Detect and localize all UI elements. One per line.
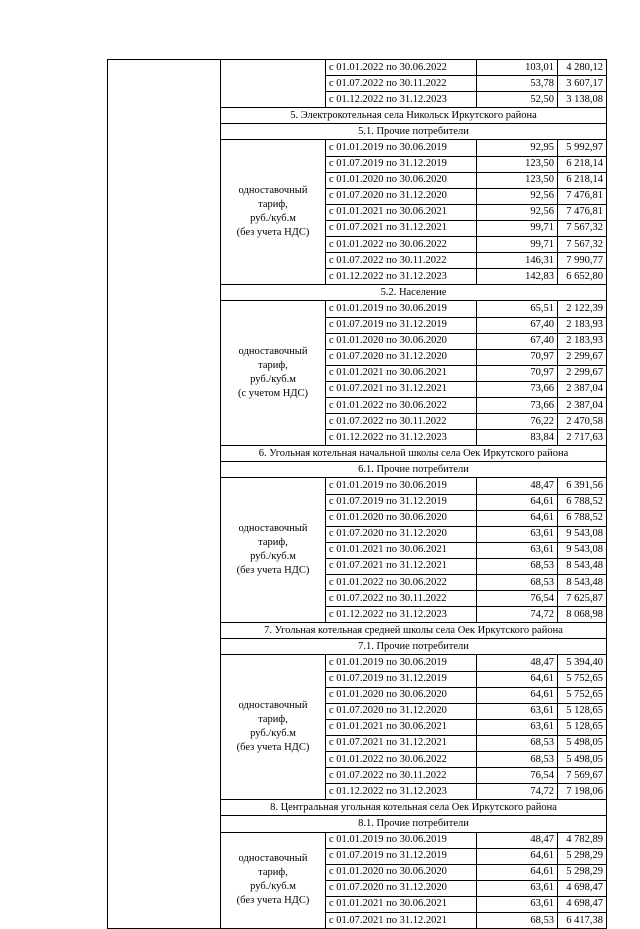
rate-cell: 53,78 — [477, 76, 558, 92]
tariff-value-cell: 2 183,93 — [558, 317, 607, 333]
tariff-value-cell: 3 607,17 — [558, 76, 607, 92]
tariff-value-cell: 7 990,77 — [558, 253, 607, 269]
period-cell: с 01.07.2022 по 30.11.2022 — [326, 414, 477, 430]
period-cell: с 01.01.2019 по 30.06.2019 — [326, 140, 477, 156]
tariff-value-cell: 2 717,63 — [558, 430, 607, 446]
tariff-value-cell: 6 652,80 — [558, 269, 607, 285]
tariff-value-cell: 2 299,67 — [558, 365, 607, 381]
tariff-type-cell — [221, 655, 326, 800]
tariff-value-cell: 5 128,65 — [558, 703, 607, 719]
section-header: 7.1. Прочие потребители — [221, 639, 607, 655]
period-cell: с 01.01.2020 по 30.06.2020 — [326, 333, 477, 349]
rate-cell: 68,53 — [477, 752, 558, 768]
section-header: 6.1. Прочие потребители — [221, 462, 607, 478]
rate-cell: 48,47 — [477, 655, 558, 671]
rate-cell: 74,72 — [477, 607, 558, 623]
tariff-value-cell: 7 476,81 — [558, 204, 607, 220]
tariff-type-line: руб./куб.м — [250, 551, 296, 563]
period-cell: с 01.07.2021 по 31.12.2021 — [326, 220, 477, 236]
rate-cell: 68,53 — [477, 575, 558, 591]
tariff-type-line: (без учета НДС) — [236, 742, 310, 754]
rate-cell: 64,61 — [477, 687, 558, 703]
period-cell: с 01.01.2020 по 30.06.2020 — [326, 687, 477, 703]
tariff-value-cell: 5 298,29 — [558, 848, 607, 864]
period-cell: с 01.01.2019 по 30.06.2019 — [326, 301, 477, 317]
tariff-value-cell: 4 782,89 — [558, 832, 607, 848]
rate-cell: 64,61 — [477, 510, 558, 526]
period-cell: с 01.01.2022 по 30.06.2022 — [326, 752, 477, 768]
rate-cell: 64,61 — [477, 671, 558, 687]
rate-cell: 67,40 — [477, 317, 558, 333]
tariff-value-cell: 9 543,08 — [558, 526, 607, 542]
tariff-value-cell: 2 470,58 — [558, 414, 607, 430]
tariff-value-cell: 5 752,65 — [558, 671, 607, 687]
rate-cell: 67,40 — [477, 333, 558, 349]
tariff-value-cell: 6 788,52 — [558, 494, 607, 510]
rate-cell: 64,61 — [477, 864, 558, 880]
tariff-value-cell: 7 567,32 — [558, 237, 607, 253]
rate-cell: 76,54 — [477, 768, 558, 784]
rate-cell: 142,83 — [477, 269, 558, 285]
rate-cell: 92,56 — [477, 188, 558, 204]
rate-cell: 63,61 — [477, 526, 558, 542]
section-header: 8. Центральная угольная котельная села Оек Иркутского района — [221, 800, 607, 816]
period-cell: с 01.07.2019 по 31.12.2019 — [326, 156, 477, 172]
period-cell: с 01.12.2022 по 31.12.2023 — [326, 607, 477, 623]
period-cell: с 01.01.2022 по 30.06.2022 — [326, 397, 477, 413]
rate-cell: 63,61 — [477, 896, 558, 912]
tariff-value-cell: 4 698,47 — [558, 896, 607, 912]
tariff-value-cell: 2 183,93 — [558, 333, 607, 349]
tariff-type-line: тариф, — [258, 199, 288, 211]
tariff-type-cell — [221, 478, 326, 623]
tariff-value-cell: 4 280,12 — [558, 60, 607, 76]
rate-cell: 63,61 — [477, 703, 558, 719]
tariff-value-cell: 8 543,48 — [558, 558, 607, 574]
period-cell: с 01.12.2022 по 31.12.2023 — [326, 269, 477, 285]
tariff-type-line: одноставочный — [238, 185, 308, 197]
rate-cell: 63,61 — [477, 719, 558, 735]
tariff-value-cell: 2 387,04 — [558, 397, 607, 413]
tariff-value-cell: 7 625,87 — [558, 591, 607, 607]
period-cell: с 01.01.2019 по 30.06.2019 — [326, 478, 477, 494]
tariff-value-cell: 9 543,08 — [558, 542, 607, 558]
period-cell: с 01.01.2020 по 30.06.2020 — [326, 510, 477, 526]
tariff-type-line: тариф, — [258, 714, 288, 726]
tariff-value-cell: 8 543,48 — [558, 575, 607, 591]
period-cell: с 01.01.2022 по 30.06.2022 — [326, 237, 477, 253]
tariff-type-line: тариф, — [258, 867, 288, 879]
tariff-value-cell: 6 788,52 — [558, 510, 607, 526]
rate-cell: 123,50 — [477, 156, 558, 172]
tariff-type-line: руб./куб.м — [250, 728, 296, 740]
tariff-type-line: руб./куб.м — [250, 881, 296, 893]
period-cell: с 01.01.2021 по 30.06.2021 — [326, 204, 477, 220]
section-header: 5.1. Прочие потребители — [221, 124, 607, 140]
tariff-value-cell: 8 068,98 — [558, 607, 607, 623]
period-cell: с 01.01.2019 по 30.06.2019 — [326, 655, 477, 671]
tariff-value-cell: 5 498,05 — [558, 752, 607, 768]
rate-cell: 73,66 — [477, 397, 558, 413]
rate-cell: 68,53 — [477, 558, 558, 574]
section-header: 8.1. Прочие потребители — [221, 816, 607, 832]
tariff-type-line: одноставочный — [238, 346, 308, 358]
rate-cell: 68,53 — [477, 912, 558, 928]
tariff-type-line: (без учета НДС) — [236, 227, 310, 239]
period-cell: с 01.07.2021 по 31.12.2021 — [326, 735, 477, 751]
rate-cell: 64,61 — [477, 494, 558, 510]
rate-cell: 92,56 — [477, 204, 558, 220]
tariff-value-cell: 2 387,04 — [558, 381, 607, 397]
rate-cell: 76,54 — [477, 591, 558, 607]
period-cell: с 01.12.2022 по 31.12.2023 — [326, 784, 477, 800]
period-cell: с 01.07.2021 по 31.12.2021 — [326, 558, 477, 574]
tariff-value-cell: 6 417,38 — [558, 912, 607, 928]
rate-cell: 146,31 — [477, 253, 558, 269]
period-cell: с 01.07.2021 по 31.12.2021 — [326, 912, 477, 928]
period-cell: с 01.07.2020 по 31.12.2020 — [326, 880, 477, 896]
period-cell: с 01.07.2022 по 30.11.2022 — [326, 768, 477, 784]
rate-cell: 83,84 — [477, 430, 558, 446]
period-cell: с 01.07.2019 по 31.12.2019 — [326, 671, 477, 687]
period-cell: с 01.07.2020 по 31.12.2020 — [326, 526, 477, 542]
tariff-value-cell: 7 569,67 — [558, 768, 607, 784]
tariff-table — [107, 59, 607, 929]
period-cell: с 01.01.2021 по 30.06.2021 — [326, 365, 477, 381]
rate-cell: 70,97 — [477, 365, 558, 381]
rate-cell: 63,61 — [477, 542, 558, 558]
tariff-type-cell — [221, 60, 326, 108]
tariff-type-line: одноставочный — [238, 700, 308, 712]
period-cell: с 01.07.2019 по 31.12.2019 — [326, 494, 477, 510]
tariff-type-cell — [221, 301, 326, 446]
period-cell: с 01.07.2019 по 31.12.2019 — [326, 317, 477, 333]
rate-cell: 68,53 — [477, 735, 558, 751]
tariff-type-line: тариф, — [258, 537, 288, 549]
tariff-value-cell: 5 752,65 — [558, 687, 607, 703]
period-cell: с 01.01.2021 по 30.06.2021 — [326, 542, 477, 558]
tariff-table-body — [108, 60, 607, 929]
tariff-value-cell: 7 567,32 — [558, 220, 607, 236]
period-cell: с 01.01.2022 по 30.06.2022 — [326, 575, 477, 591]
tariff-type-line: тариф, — [258, 360, 288, 372]
section-header: 5. Электрокотельная села Никольск Иркутского района — [221, 108, 607, 124]
period-cell: с 01.07.2022 по 30.11.2022 — [326, 591, 477, 607]
period-cell: с 01.01.2021 по 30.06.2021 — [326, 719, 477, 735]
section-header: 6. Угольная котельная начальной школы села Оек Иркутского района — [221, 446, 607, 462]
tariff-value-cell: 7 476,81 — [558, 188, 607, 204]
rate-cell: 74,72 — [477, 784, 558, 800]
rate-cell: 70,97 — [477, 349, 558, 365]
rate-cell: 64,61 — [477, 848, 558, 864]
tariff-value-cell: 2 299,67 — [558, 349, 607, 365]
tariff-value-cell: 4 698,47 — [558, 880, 607, 896]
rate-cell: 63,61 — [477, 880, 558, 896]
tariff-value-cell: 7 198,06 — [558, 784, 607, 800]
period-cell: с 01.01.2021 по 30.06.2021 — [326, 896, 477, 912]
tariff-value-cell: 3 138,08 — [558, 92, 607, 108]
tariff-type-line: (без учета НДС) — [236, 565, 310, 577]
rate-cell: 103,01 — [477, 60, 558, 76]
rate-cell: 65,51 — [477, 301, 558, 317]
tariff-type-line: руб./куб.м — [250, 374, 296, 386]
rate-cell: 73,66 — [477, 381, 558, 397]
tariff-type-cell — [221, 140, 326, 285]
tariff-value-cell: 2 122,39 — [558, 301, 607, 317]
tariff-type-cell — [221, 832, 326, 929]
section-header: 7. Угольная котельная средней школы села Оек Иркутского района — [221, 623, 607, 639]
rate-cell: 99,71 — [477, 220, 558, 236]
period-cell: с 01.01.2020 по 30.06.2020 — [326, 864, 477, 880]
tariff-value-cell: 6 218,14 — [558, 156, 607, 172]
tariff-value-cell: 5 394,40 — [558, 655, 607, 671]
rate-cell: 48,47 — [477, 478, 558, 494]
tariff-value-cell: 6 391,56 — [558, 478, 607, 494]
period-cell: с 01.12.2022 по 31.12.2023 — [326, 92, 477, 108]
period-cell: с 01.07.2020 по 31.12.2020 — [326, 703, 477, 719]
tariff-type-line: одноставочный — [238, 523, 308, 535]
period-cell: с 01.01.2019 по 30.06.2019 — [326, 832, 477, 848]
period-cell: с 01.01.2020 по 30.06.2020 — [326, 172, 477, 188]
rate-cell: 76,22 — [477, 414, 558, 430]
section-header: 5.2. Население — [221, 285, 607, 301]
period-cell: с 01.07.2022 по 30.11.2022 — [326, 76, 477, 92]
blank-lead-column — [108, 60, 221, 929]
tariff-type-line: (без учета НДС) — [236, 895, 310, 907]
tariff-value-cell: 5 128,65 — [558, 719, 607, 735]
period-cell: с 01.07.2020 по 31.12.2020 — [326, 349, 477, 365]
rate-cell: 92,95 — [477, 140, 558, 156]
tariff-value-cell: 5 498,05 — [558, 735, 607, 751]
tariff-value-cell: 5 298,29 — [558, 864, 607, 880]
period-cell: с 01.07.2020 по 31.12.2020 — [326, 188, 477, 204]
rate-cell: 48,47 — [477, 832, 558, 848]
rate-cell: 99,71 — [477, 237, 558, 253]
tariff-value-cell: 5 992,97 — [558, 140, 607, 156]
rate-cell: 52,50 — [477, 92, 558, 108]
period-cell: с 01.01.2022 по 30.06.2022 — [326, 60, 477, 76]
period-cell: с 01.07.2019 по 31.12.2019 — [326, 848, 477, 864]
period-cell: с 01.07.2021 по 31.12.2021 — [326, 381, 477, 397]
period-cell: с 01.12.2022 по 31.12.2023 — [326, 430, 477, 446]
rate-cell: 123,50 — [477, 172, 558, 188]
tariff-type-line: руб./куб.м — [250, 213, 296, 225]
tariff-type-line: (с учетом НДС) — [238, 388, 308, 400]
period-cell: с 01.07.2022 по 30.11.2022 — [326, 253, 477, 269]
tariff-type-line: одноставочный — [238, 853, 308, 865]
table-row — [108, 60, 607, 76]
tariff-value-cell: 6 218,14 — [558, 172, 607, 188]
